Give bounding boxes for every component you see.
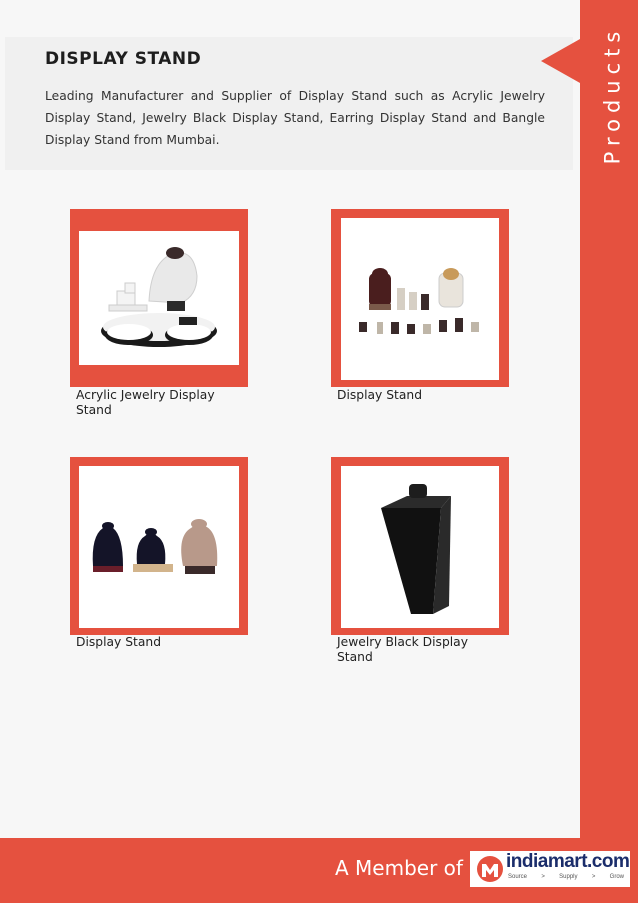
tag-grow: Grow bbox=[609, 874, 624, 880]
product-card[interactable] bbox=[70, 457, 248, 635]
product-card[interactable] bbox=[331, 457, 509, 635]
intro-section bbox=[5, 37, 573, 170]
product-caption[interactable]: Acrylic Jewelry Display Stand bbox=[76, 388, 215, 417]
page-title: DISPLAY STAND bbox=[45, 49, 202, 69]
product-card[interactable] bbox=[331, 209, 509, 387]
product-card[interactable] bbox=[70, 209, 248, 387]
product-caption[interactable]: Display Stand bbox=[337, 388, 422, 402]
sidebar-label-wrap bbox=[597, 5, 627, 185]
product-caption[interactable]: Display Stand bbox=[76, 635, 161, 649]
tag-supply: Supply bbox=[559, 874, 578, 880]
indiamart-m-icon bbox=[476, 855, 504, 883]
member-text: A Member of bbox=[335, 856, 463, 880]
tag-arrow: > bbox=[591, 874, 596, 880]
indiamart-logo[interactable] bbox=[470, 851, 630, 887]
acrylic-stand-image bbox=[79, 231, 239, 365]
footer bbox=[0, 838, 638, 903]
tag-arrow: > bbox=[541, 874, 545, 880]
bust-stands-image bbox=[79, 466, 239, 628]
stand-set-image bbox=[341, 218, 499, 380]
sidebar-label: Products bbox=[600, 25, 624, 165]
logo-tagline bbox=[508, 874, 624, 880]
page-description: Leading Manufacturer and Supplier of Display Stand such as Acrylic Jewelry Display Stand, Jewelry Black Display Stand, Earring Display Stand and Bangle Display Stand from Mumbai. bbox=[45, 89, 545, 147]
black-stand-image bbox=[341, 466, 499, 628]
logo-name: indiamart.com bbox=[506, 851, 630, 872]
sidebar-notch bbox=[541, 39, 580, 83]
product-caption[interactable]: Jewelry Black Display Stand bbox=[337, 635, 468, 664]
tag-source: Source bbox=[508, 874, 528, 880]
